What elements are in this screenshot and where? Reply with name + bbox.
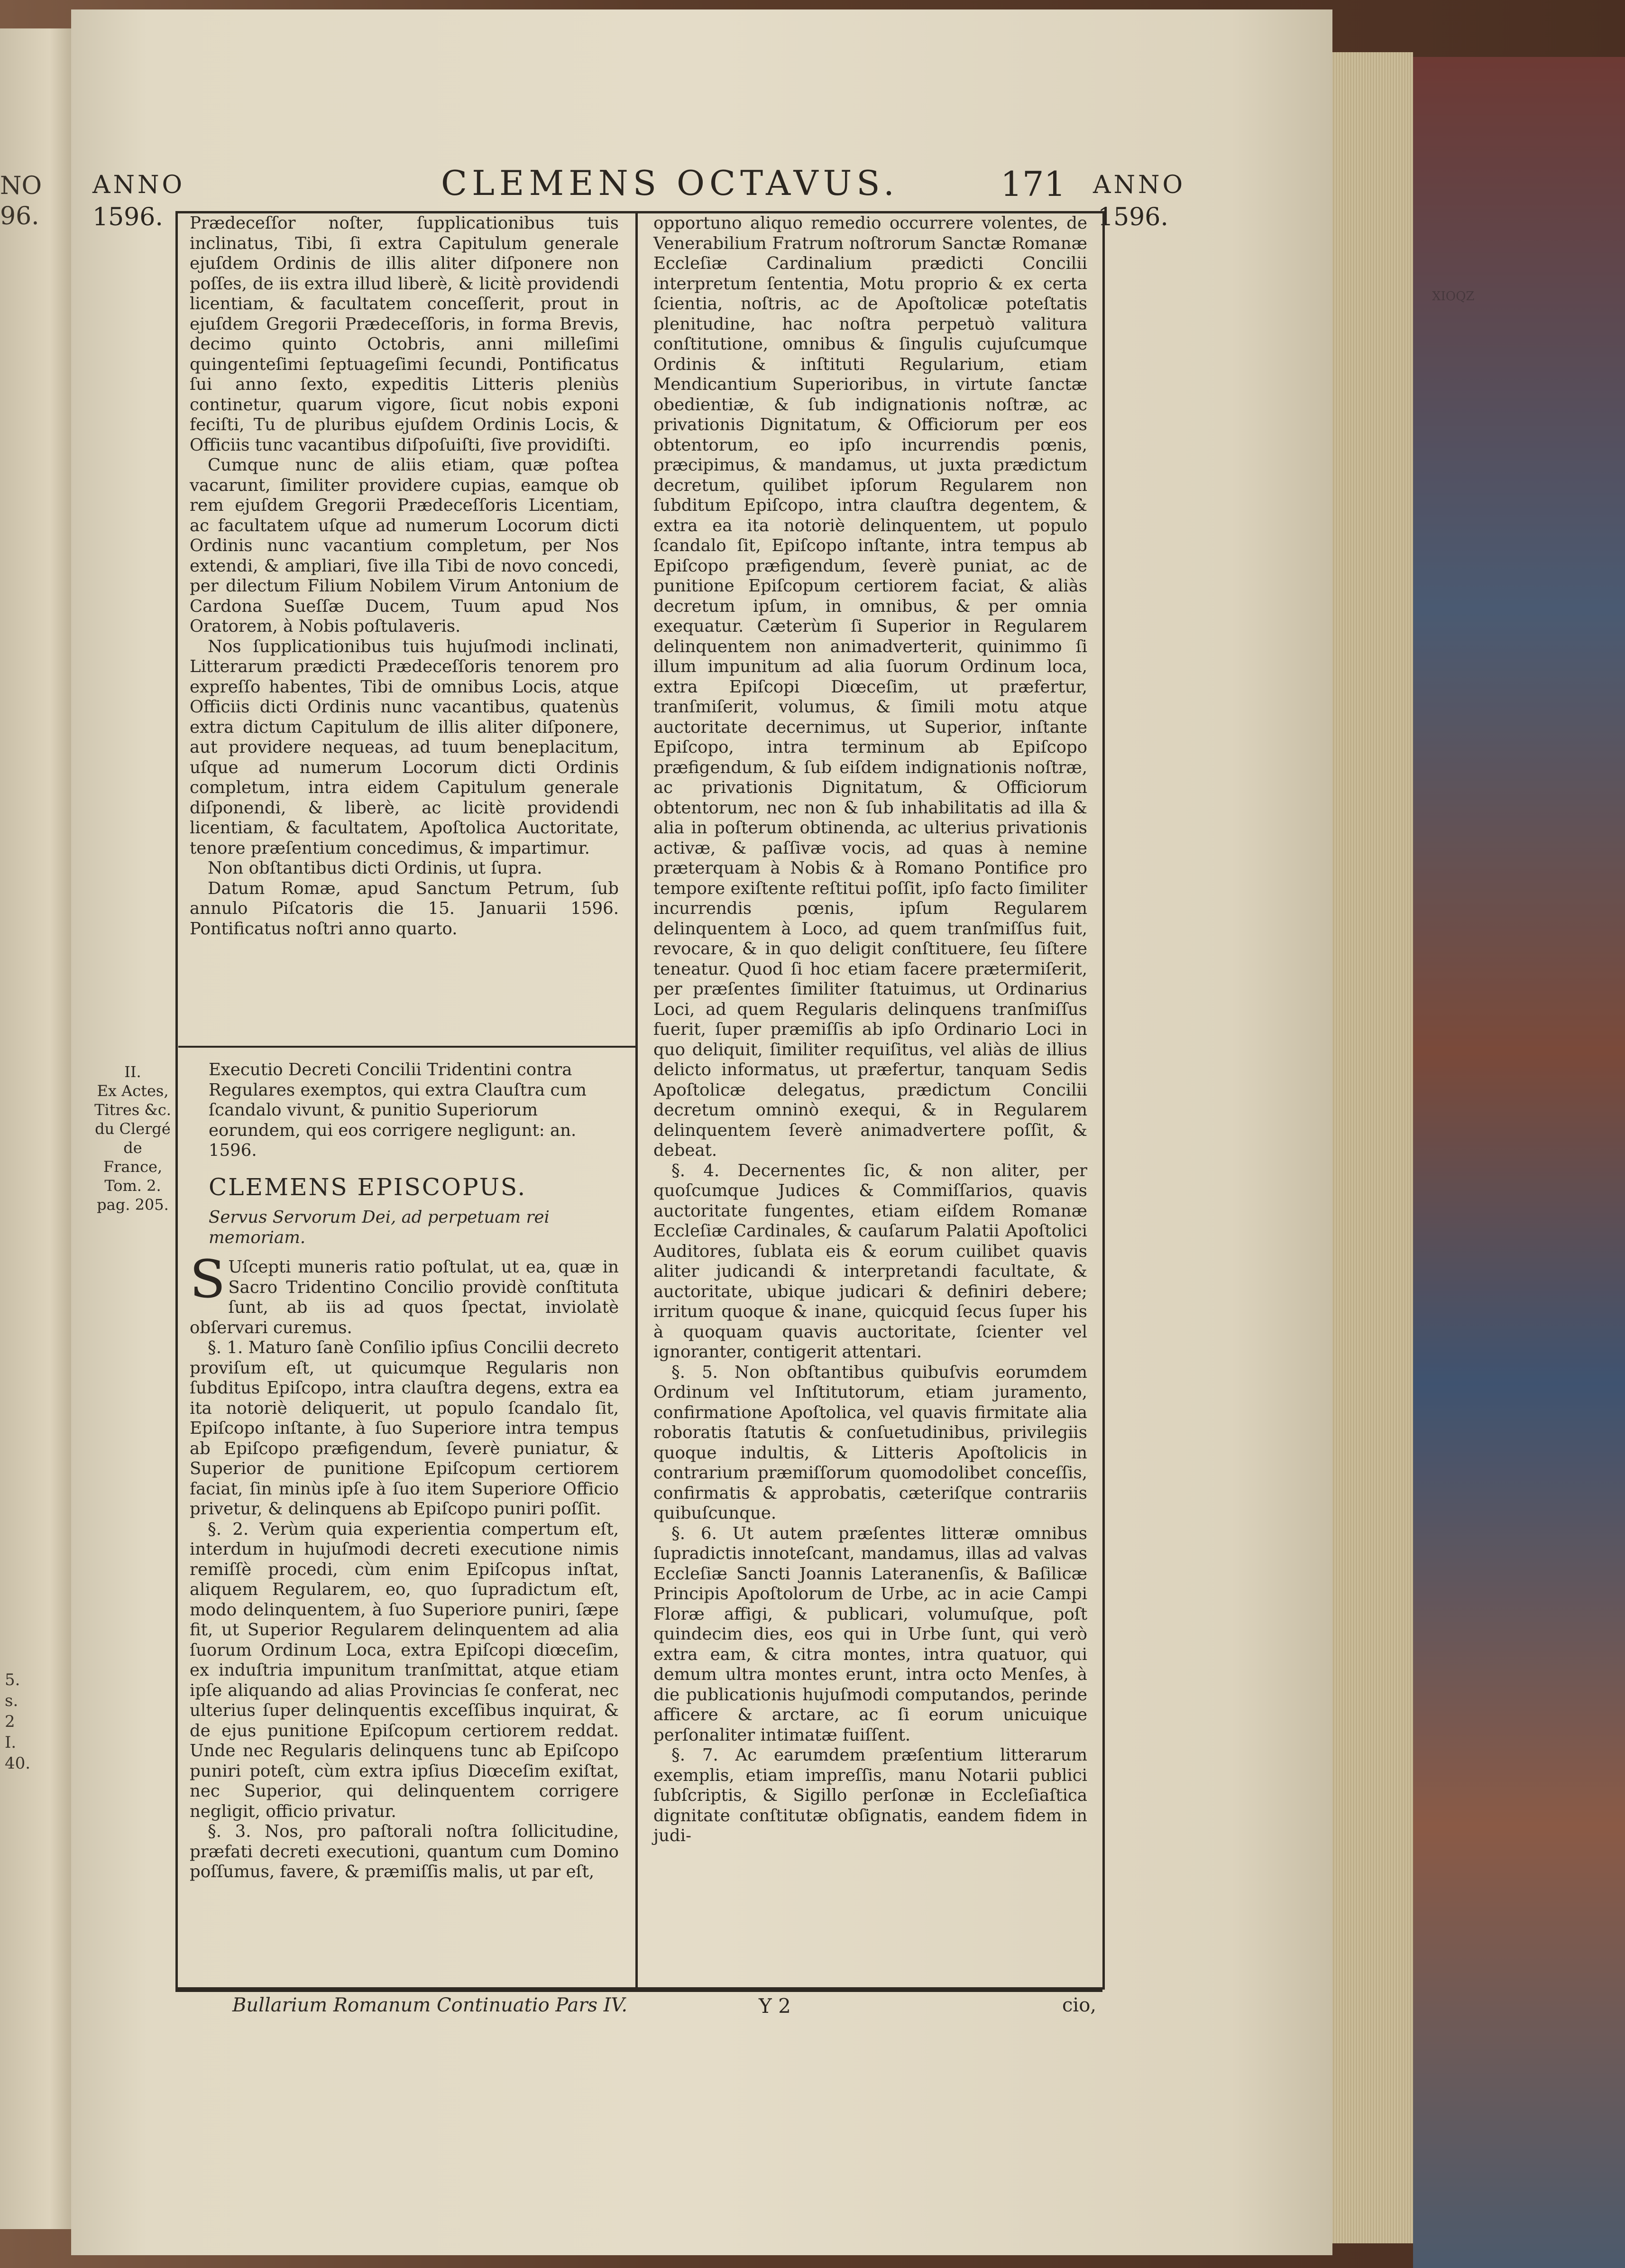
signature-mark: Y 2 — [759, 1994, 791, 2018]
paragraph: §. 4. Decernentes ſic, & non aliter, per quoſcumque Judices & Commiſſarios, quavis auctoritate fungentes, etiam eiſdem Romanæ Eccleſiæ Cardinales, & cauſarum Palatii Apoſtolici Auditores, ſublata eis & eorum cuilibet quavis aliter judicandi & interpretandi facultate, & auctoritate, ubique judicari & definiri debere; irritum quoque & inane, quicquid ſecus ſuper his à quoquam quavis auctoritate, ſcienter vel ignoranter, contigerit attentari. — [653, 1161, 1087, 1362]
paragraph: Cumque nunc de aliis etiam, quæ poſtea vacarunt, ſimiliter providere cupias, eamque ob rem ejuſdem Gregorii Prædeceſſoris Licentiam, ac facultatem uſque ad numerum Locorum dicti Ordinis nunc vacantium completum, per Nos extendi, & ampliari, ſive illa Tibi de novo concedi, per dilectum Filium Nobilem Virum Antonium de Cardona Sueſſæ Ducem, Tuum apud Nos Oratorem, à Nobis poſtulaveris. — [190, 455, 619, 636]
left-column-top — [190, 213, 619, 939]
paragraph: Non obſtantibus dicti Ordinis, ut ſupra. — [208, 858, 542, 878]
previous-page-margin — [0, 171, 71, 231]
opening-text: Uſcepti muneris ratio poſtulat, ut ea, quæ in Sacro Tridentino Concilio providè conſtituta ſunt, ab iis ad quos ſpectat, inviolatè obſervari curemus. — [190, 1257, 619, 1337]
column-divider — [635, 211, 638, 1987]
document-rubric: Executio Decreti Concilii Tridentini contra Regulares exemptos, qui extra Clauſtra cum ſcandalo vivunt, & punitio Superiorum eorundem, qui eos corrigere negligunt: an. 1596. — [209, 1060, 587, 1160]
margin-note-line: II. — [124, 1063, 141, 1081]
page-number: 171 — [1001, 164, 1066, 204]
page-block-edge — [1332, 52, 1413, 2243]
right-column — [653, 213, 1087, 1846]
margin-note-line: de France, — [103, 1139, 163, 1176]
header-anno-right: ANNO — [1093, 171, 1186, 199]
paragraph: §. 7. Ac earumdem præſentium litterarum exemplis, etiam impreſſis, manu Notarii publici ſubſcriptis, & Sigillo perſonæ in Eccleſiaſtica dignitate conſtitutæ obſignatis, eandem fidem in judi- — [653, 1745, 1087, 1845]
fragment: 2 — [5, 1712, 15, 1731]
paragraph: §. 6. Ut autem præſentes litteræ omnibus ſupradictis innoteſcant, mandamus, illas ad valvas Eccleſiæ Sancti Joannis Lateranenſis, & Baſilicæ Principis Apoſtolorum de Urbe, ac in acie Campi Floræ affigi, & publicari, volumuſque, poſt quindecim dies, eos qui in Urbe ſunt, qui verò extra eam, & citra montes, intra quatuor, qui demum ultra montes erunt, intra octo Menſes, à die publicationis hujuſmodi computandos, perinde afficere & arctare, ac ſi eorum unicuique perſonaliter intimatæ fuiſſent. — [653, 1523, 1087, 1745]
fragment: I. — [5, 1733, 17, 1752]
left-column-bottom — [190, 1060, 619, 1882]
previous-page-margin-line: 96. — [0, 202, 39, 230]
margin-note-line: pag. 205. — [97, 1196, 169, 1214]
header-year-right: 1596. — [1098, 203, 1168, 231]
footer-title: Bullarium Romanum Continuatio Pars IV. — [232, 1994, 628, 2016]
document-heading: CLEMENS EPISCOPUS. — [209, 1173, 527, 1201]
opening-paragraph — [190, 1249, 619, 1338]
margin-note — [92, 1062, 173, 1214]
fragment: s. — [5, 1691, 18, 1710]
catchword: cio, — [1062, 1994, 1096, 2016]
margin-note-line: Ex Actes, — [97, 1082, 169, 1100]
paragraph: Datum Romæ, apud Sanctum Petrum, ſub annulo Piſcatoris die 15. Januarii 1596. Pontificatus noſtri anno quarto. — [190, 878, 619, 939]
margin-note-line: du Clergé — [95, 1120, 171, 1138]
previous-page-edge — [0, 28, 74, 2229]
footer-rule — [175, 1990, 1102, 1992]
paragraph: §. 5. Non obſtantibus quibuſvis eorumdem Ordinum vel Inſtitutorum, etiam juramento, confirmatione Apoſtolica, vel quavis firmitate alia roboratis ſtatutis & conſuetudinibus, privilegiis quoque indultis, & Litteris Apoſtolicis in contrarium præmiſſorum quomodolibet conceſſis, confirmatis & approbatis, cæteriſque contrariis quibuſcunque. — [653, 1362, 1087, 1523]
drop-cap: S — [190, 1249, 226, 1309]
fragment: 5. — [5, 1670, 20, 1689]
paragraph: §. 3. Nos, pro paſtorali noſtra ſollicitudine, præfati decreti executioni, quantum cum Domino poſſumus, favere, & præmiſſis malis, ut par eſt, — [190, 1822, 619, 1881]
paragraph: Prædeceſſor noſter, ſupplicationibus tuis inclinatus, Tibi, ſi extra Capitulum generale ejuſdem Ordinis de illis aliter diſponere non poſſes, de iis extra illud liberè, & licitè providendi licentiam, & facultatem conceſſerit, prout in ejuſdem Gregorii Prædeceſſoris, in forma Brevis, decimo quinto Octobris, anni milleſimi quingenteſimi ſeptuageſimi ſecundi, Pontificatus ſui anno ſexto, expeditis Litteris pleniùs continetur, quarum vigore, ſicut nobis exponi feciſti, Tu de pluribus ejuſdem Ordinis Locis, & Officiis tunc vacantibus diſpoſuiſti, ſive providiſti. — [190, 213, 619, 455]
fragment: 40. — [5, 1754, 31, 1773]
previous-page-fragments — [5, 1669, 30, 1774]
marbled-cover — [1413, 57, 1625, 2268]
library-stamp: XIOQZ — [1432, 289, 1475, 304]
paragraph: §. 2. Verùm quia experientia compertum eſt, interdum in hujuſmodi decreti executione nimis remiſſè procedi, cùm enim Epiſcopus inſtat, aliquem Regularem, eo, quo ſupradictum eſt, modo delinquentem, à ſuo Superiore puniri, ſæpe fit, ut Superior Regularem delinquentem ad alia ſuorum Ordinum Loca, extra Epiſcopi diœceſim, ex induſtria impunitum tranſmittat, atque etiam ipſe aliquando ad alias Provincias ſe conferat, nec ulterius ſuper delinquentis exceſſibus inquirat, & de ejus punitione Epiſcopum certiorem reddat. Unde nec Regularis delinquens tunc ab Epiſcopo puniri poteſt, cùm extra ipſius Diœceſim exiſtat, nec Superior, qui delinquentem corrigere negligit, officio privatur. — [190, 1519, 619, 1821]
header-year-left: 1596. — [92, 203, 163, 231]
paragraph: §. 1. Maturo ſanè Conſilio ipſius Concilii decreto proviſum eſt, ut quicumque Regularis non ſubditus Epiſcopo, intra clauſtra degens, extra ea ita notoriè deliquerit, ut populo ſcandalo ſit, Epiſcopo inſtante, à ſuo Superiore intra tempus ab Epiſcopo præfigendum, ſeverè puniatur, & Superior de punitione Epiſcopum certiorem faciat, ſin minùs ipſe à ſuo item Superiore Officio privetur, & delinquens ab Epiſcopo puniri poſſit. — [190, 1338, 619, 1519]
margin-note-line: Titres &c. — [94, 1101, 171, 1119]
margin-note-line: Tom. 2. — [104, 1177, 161, 1195]
previous-page-margin-line: NO — [0, 172, 42, 200]
running-title: CLEMENS OCTAVUS. — [441, 163, 899, 203]
section-separator — [178, 1046, 635, 1048]
paragraph: Nos ſupplicationibus tuis hujuſmodi inclinati, Litterarum prædicti Prædeceſſoris tenorem pro expreſſo habentes, Tibi de omnibus Locis, atque Officiis dicti Ordinis nunc vacantibus, quatenùs extra dictum Capitulum de illis aliter diſponere, aut providere nequeas, ad tuum beneplacitum, uſque ad numerum Locorum dicti Ordinis completum, intra eidem Capitulum generale diſponendi, & liberè, ac licitè providendi licentiam, & facultatem, Apoſtolica Auctoritate, tenore præſentium concedimus, & impartimur. — [190, 636, 619, 858]
header-anno-left: ANNO — [92, 171, 185, 199]
paragraph: opportuno aliquo remedio occurrere volentes, de Venerabilium Fratrum noſtrorum Sanctæ Romanæ Eccleſiæ Cardinalium prædicti Concilii interpretum ſententia, Motu proprio & ex certa ſcientia, noſtris, ac de Apoſtolicæ poteſtatis plenitudine, hac noſtra perpetuò valitura conſtitutione, omnibus & ſingulis cujuſcumque Ordinis & inſtituti Regularium, etiam Mendicantium Superioribus, in virtute ſanctæ obedientiæ, & ſub indignationis noſtræ, ac privationis Dignitatum, & Officiorum per eos obtentorum, eo ipſo incurrendis pœnis, præcipimus, & mandamus, ut juxta prædictum decretum, quilibet ipſorum Regularem non ſubditum Epiſcopo, intra clauſtra degentem, & extra ea ita notoriè delinquentem, ut populo ſcandalo ſit, Epiſcopo inſtante, intra tempus ab Epiſcopo præfigendum, ſeverè puniat, ac de punitione Epiſcopum certiorem faciat, & aliàs decretum ipſum, in omnibus, & per omnia exequatur. Cæterùm ſi Superior in Regularem delinquentem non animadverterit, quinimmo ſi illum impunitum ad alia ſuorum Ordinum loca, extra Epiſcopi Diœceſim, ut præfertur, tranſmiſerit, volumus, & ſimili motu atque auctoritate decernimus, ut Superior, inſtante Epiſcopo, intra terminum ab Epiſcopo præfigendum, & ſub eiſdem indignationis noſtræ, ac privationis Dignitatum, & Officiorum obtentorum, nec non & ſub inhabilitatis ad illa & alia in poſterum obtinenda, ac ulterius privationis activæ, & paſſivæ vocis, ad quas à nemine præterquam à Nobis & à Romano Pontifice pro tempore exiſtente reſtitui poſſit, ipſo facto ſimiliter incurrendis pœnis, ipſum Regularem delinquentem à Loco, ad quem tranſmiſſus fuit, revocare, & in quo deligit conſtituere, ſeu ſiſtere teneatur. Quod ſi hoc etiam facere prætermiſerit, per præſentes ſimiliter ſtatuimus, ut Ordinarius Loci, ad quem Regularis delinquens tranſmiſſus fuerit, ſuper præmiſſis ab ipſo Ordinario Loci in quo deliquit, ſimiliter requiſitus, vel aliàs de illius delicto informatus, ut præfertur, tanquam Sedis Apoſtolicæ delegatus, prædictum Concilii decretum omninò exequi, & in Regularem delinquentem ſeverè animadvertere poſſit, & debeat. — [653, 213, 1087, 1160]
document-subheading: Servus Servorum Dei, ad perpetuam rei memoriam. — [209, 1208, 550, 1247]
